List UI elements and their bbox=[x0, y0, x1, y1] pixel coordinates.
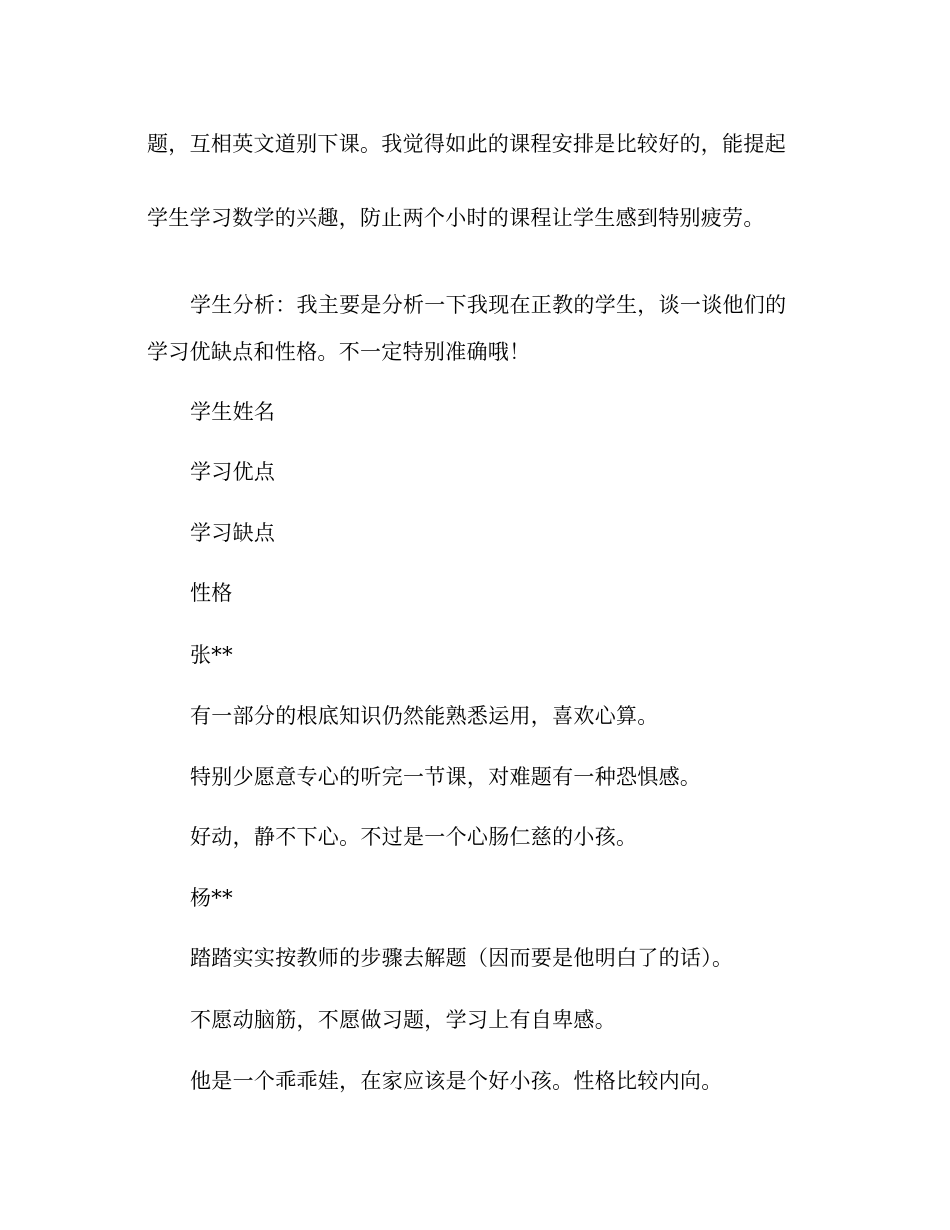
student-strengths: 踏踏实实按教师的步骤去解题（因而要是他明白了的话）。 bbox=[190, 946, 734, 970]
paragraph-text-line: 学生分析：我主要是分析一下我现在正教的学生，谈一谈他们的 bbox=[190, 293, 787, 317]
student-weaknesses: 不愿动脑筋，不愿做习题，学习上有自卑感。 bbox=[190, 1008, 616, 1032]
student-strengths: 有一部分的根底知识仍然能熟悉运用，喜欢心算。 bbox=[190, 704, 659, 728]
paragraph-text-line: 学习优缺点和性格。不一定特别准确哦！ bbox=[147, 340, 531, 364]
student-name: 杨** bbox=[190, 886, 233, 910]
header-student-name: 学生姓名 bbox=[190, 400, 276, 424]
paragraph-text-line: 学生学习数学的兴趣，防止两个小时的课程让学生感到特别疲劳。 bbox=[147, 206, 765, 230]
student-name: 张** bbox=[190, 643, 233, 667]
header-weaknesses: 学习缺点 bbox=[190, 521, 276, 545]
student-personality: 好动，静不下心。不过是一个心肠仁慈的小孩。 bbox=[190, 825, 638, 849]
header-strengths: 学习优点 bbox=[190, 460, 276, 484]
student-weaknesses: 特别少愿意专心的听完一节课，对难题有一种恐惧感。 bbox=[190, 765, 702, 789]
paragraph-text-line: 题，互相英文道别下课。我觉得如此的课程安排是比较好的，能提起 bbox=[147, 132, 786, 156]
student-personality: 他是一个乖乖娃，在家应该是个好小孩。性格比较内向。 bbox=[190, 1069, 723, 1093]
header-personality: 性格 bbox=[190, 581, 233, 605]
